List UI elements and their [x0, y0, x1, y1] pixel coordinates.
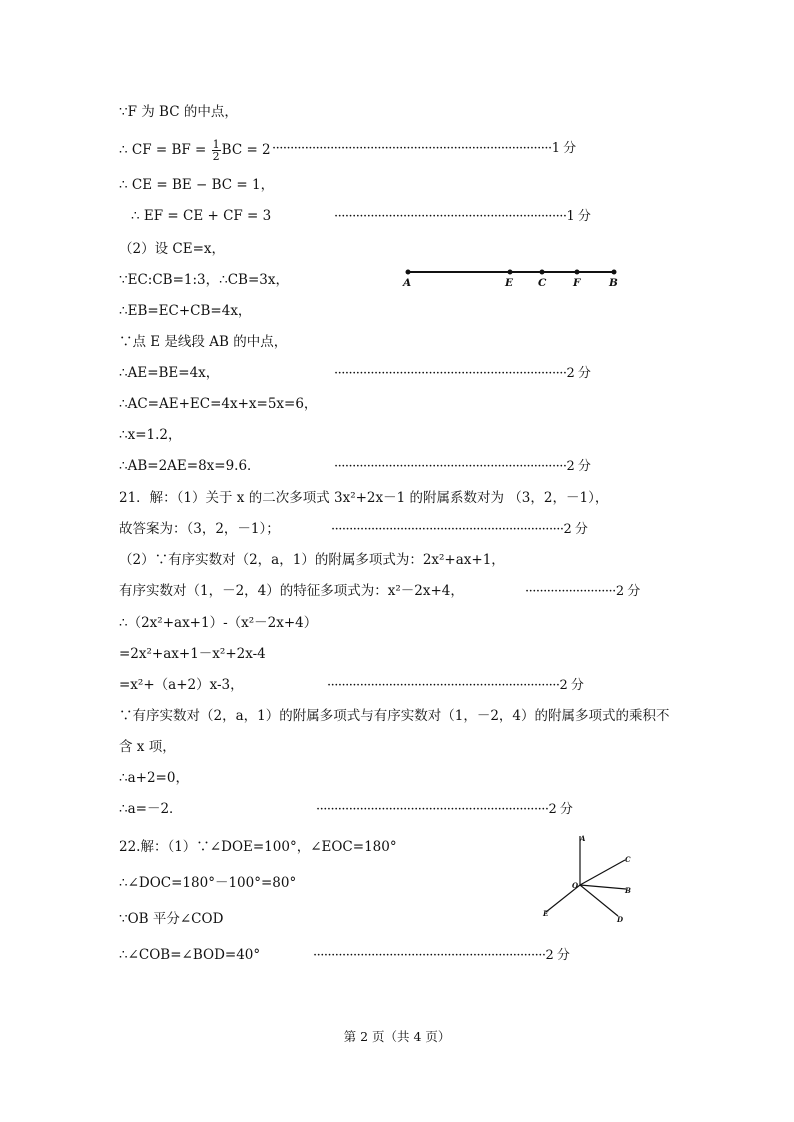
- score-leader-6: ·························2 分: [525, 584, 640, 599]
- angle-label-d: D: [617, 915, 624, 924]
- fraction-one-half: [212, 139, 221, 162]
- line-cf-equation: [119, 139, 271, 162]
- line-subtract: ∴（2x²+ax+1）-（x²－2x+4）: [119, 615, 318, 631]
- line-ec-cb: ∵EC:CB=1:3，∴CB=3x，: [119, 272, 289, 288]
- point-f: [575, 270, 580, 275]
- segment-label-c: C: [538, 277, 547, 289]
- score-leader-4: ································································2 分: [334, 459, 591, 474]
- angle-label-c: C: [625, 855, 631, 864]
- cf-eq-left: ∴ CF = BF =: [119, 142, 211, 158]
- score-leader-2: ································································1 分: [334, 209, 591, 224]
- score-leader-1: ·············································································1 分: [272, 141, 576, 156]
- score-5: 2 分: [563, 522, 588, 537]
- line-f-midpoint: ∵F 为 BC 的中点，: [119, 104, 238, 120]
- segment-label-e: E: [505, 277, 514, 289]
- line-doc: ∴∠DOC=180°－100°=80°: [119, 875, 297, 891]
- line-ab: ∴AB=2AE=8x=9.6．: [119, 458, 261, 474]
- angle-label-a: A: [580, 834, 586, 843]
- fraction-numerator: 1: [212, 138, 220, 151]
- line-eb: ∴EB=EC+CB=4x，: [119, 303, 252, 319]
- ray-oc: [580, 860, 625, 885]
- line-product-condition: ∵有序实数对（2，a，1）的附属多项式与有序实数对（1，－2，4）的附属多项式的乘积不: [119, 708, 670, 724]
- point-e: [508, 270, 513, 275]
- segment-label-a: A: [403, 277, 412, 289]
- point-c: [540, 270, 545, 275]
- line-q21-part1: 21．解：（1）关于 x 的二次多项式 3x²+2x－1 的附属系数对为 （3，2，－1），: [119, 490, 609, 506]
- score-leader-9: ································································2 分: [313, 948, 570, 963]
- score-3: 2 分: [566, 366, 591, 381]
- score-1: 1 分: [551, 141, 576, 156]
- line-simplify: =x²+（a+2）x-3，: [119, 677, 244, 693]
- score-4: 2 分: [566, 459, 591, 474]
- fraction-denominator: 2: [212, 150, 220, 163]
- angle-label-e: E: [543, 909, 549, 918]
- line-q21-part2: （2）∵有序实数对（2，a，1）的附属多项式为：2x²+ax+1，: [119, 552, 505, 568]
- cf-eq-right: BC = 2: [221, 142, 271, 158]
- segment-label-f: F: [573, 277, 581, 289]
- point-b: [612, 270, 617, 275]
- score-7: 2 分: [559, 678, 584, 693]
- score-leader-8: ································································2 分: [316, 802, 573, 817]
- line-q21-answer: 故答案为：（3，2，－1）；: [119, 521, 280, 537]
- line-ac: ∴AC=AE+EC=4x+x=5x=6，: [119, 396, 318, 412]
- angle-label-o: O: [572, 881, 579, 890]
- line-no-x-term: 含 x 项，: [119, 739, 176, 755]
- angle-figure: [540, 830, 640, 920]
- line-part2-set: （2）设 CE=x，: [119, 241, 225, 257]
- line-ae-be: ∴AE=BE=4x，: [119, 365, 220, 381]
- line-cob-bod: ∴∠COB=∠BOD=40°: [119, 947, 261, 963]
- angle-label-b: B: [625, 886, 631, 895]
- segment-figure: [400, 264, 630, 294]
- ray-ob: [580, 885, 626, 889]
- line-a-value: ∴a=－2．: [119, 801, 183, 817]
- line-ef: ∴ EF = CE + CF = 3: [131, 208, 272, 224]
- line-ob-bisects: ∵OB 平分∠COD: [119, 911, 224, 927]
- score-leader-7: ································································2 分: [327, 678, 584, 693]
- page-footer: 第 2 页（共 4 页）: [343, 1029, 451, 1044]
- score-leader-5: ································································2 分: [331, 522, 588, 537]
- score-leader-3: ································································2 分: [334, 366, 591, 381]
- line-a-plus-2: ∴a+2=0，: [119, 770, 189, 786]
- score-6: 2 分: [615, 584, 640, 599]
- line-expand: =2x²+ax+1－x²+2x-4: [119, 646, 266, 662]
- line-e-midpoint: ∵点 E 是线段 AB 的中点，: [119, 334, 288, 350]
- score-8: 2 分: [548, 802, 573, 817]
- ray-od: [580, 885, 618, 916]
- point-a: [406, 270, 411, 275]
- line-x-value: ∴x=1.2，: [119, 427, 182, 443]
- line-q22-part1: 22.解：（1）∵∠DOE=100°，∠EOC=180°: [119, 839, 397, 855]
- line-feature-poly: 有序实数对（1，－2，4）的特征多项式为：x²－2x+4，: [119, 583, 464, 599]
- segment-label-b: B: [609, 277, 618, 289]
- line-ce: ∴ CE = BE − BC = 1，: [119, 177, 275, 193]
- score-2: 1 分: [566, 209, 591, 224]
- score-9: 2 分: [545, 948, 570, 963]
